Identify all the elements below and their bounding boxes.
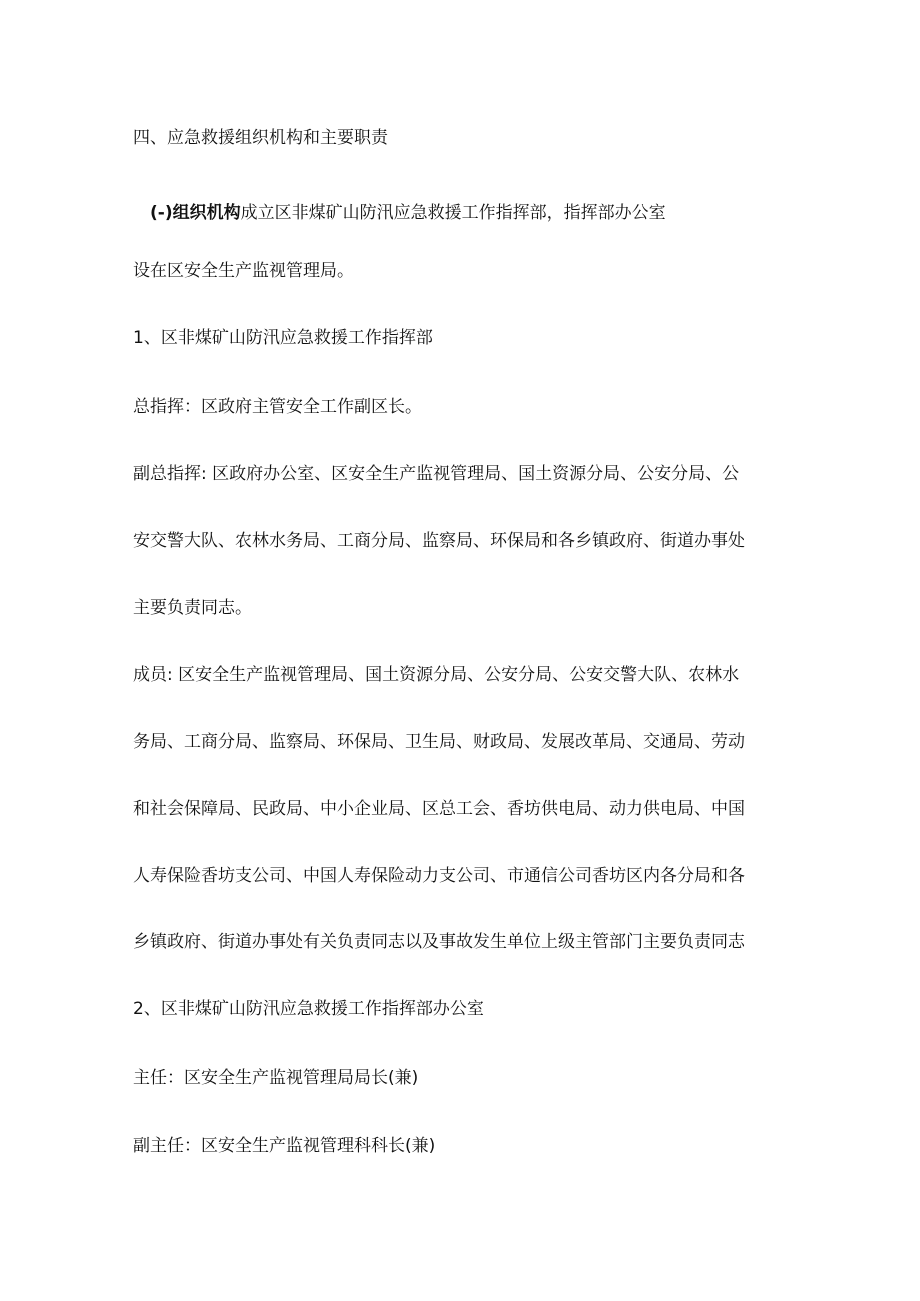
members-line-4: 人寿保险香坊支公司、中国人寿保险动力支公司、市通信公司香坊区内各分局和各 [133, 866, 745, 886]
section-heading: 四、应急救援组织机构和主要职责 [133, 128, 388, 148]
deputy-commander-line-3: 主要负责同志。 [133, 598, 252, 618]
deputy-commander-line-2: 安交警大队、农林水务局、工商分局、监察局、环保局和各乡镇政府、街道办事处 [133, 531, 745, 551]
org-structure-label: (-)组织机构 [150, 203, 241, 223]
paragraph-org-structure-line2: 设在区安全生产监视管理局。 [133, 261, 354, 281]
subheading-office: 2、区非煤矿山防汛应急救援工作指挥部办公室 [133, 999, 484, 1019]
members-line-2: 务局、工商分局、监察局、环保局、卫生局、财政局、发展改革局、交通局、劳动 [133, 732, 745, 752]
org-structure-text: 成立区非煤矿山防汛应急救援工作指挥部，指挥部办公室 [240, 203, 666, 223]
members-line-1: 成员: 区安全生产监视管理局、国土资源分局、公安分局、公安交警大队、农林水 [133, 665, 740, 685]
deputy-commander-line-1: 副总指挥: 区政府办公室、区安全生产监视管理局、国土资源分局、公安分局、公 [133, 464, 740, 484]
deputy-director-line: 副主任：区安全生产监视管理科科长(兼) [133, 1136, 436, 1156]
members-line-5: 乡镇政府、街道办事处有关负责同志以及事故发生单位上级主管部门主要负责同志 [133, 932, 745, 952]
commander-line: 总指挥：区政府主管安全工作副区长。 [133, 397, 422, 417]
paragraph-org-structure-line1 [150, 201, 814, 225]
director-line: 主任：区安全生产监视管理局局长(兼) [133, 1068, 419, 1088]
subheading-headquarters: 1、区非煤矿山防汛应急救援工作指挥部 [133, 328, 433, 348]
members-line-3: 和社会保障局、民政局、中小企业局、区总工会、香坊供电局、动力供电局、中国 [133, 799, 745, 819]
